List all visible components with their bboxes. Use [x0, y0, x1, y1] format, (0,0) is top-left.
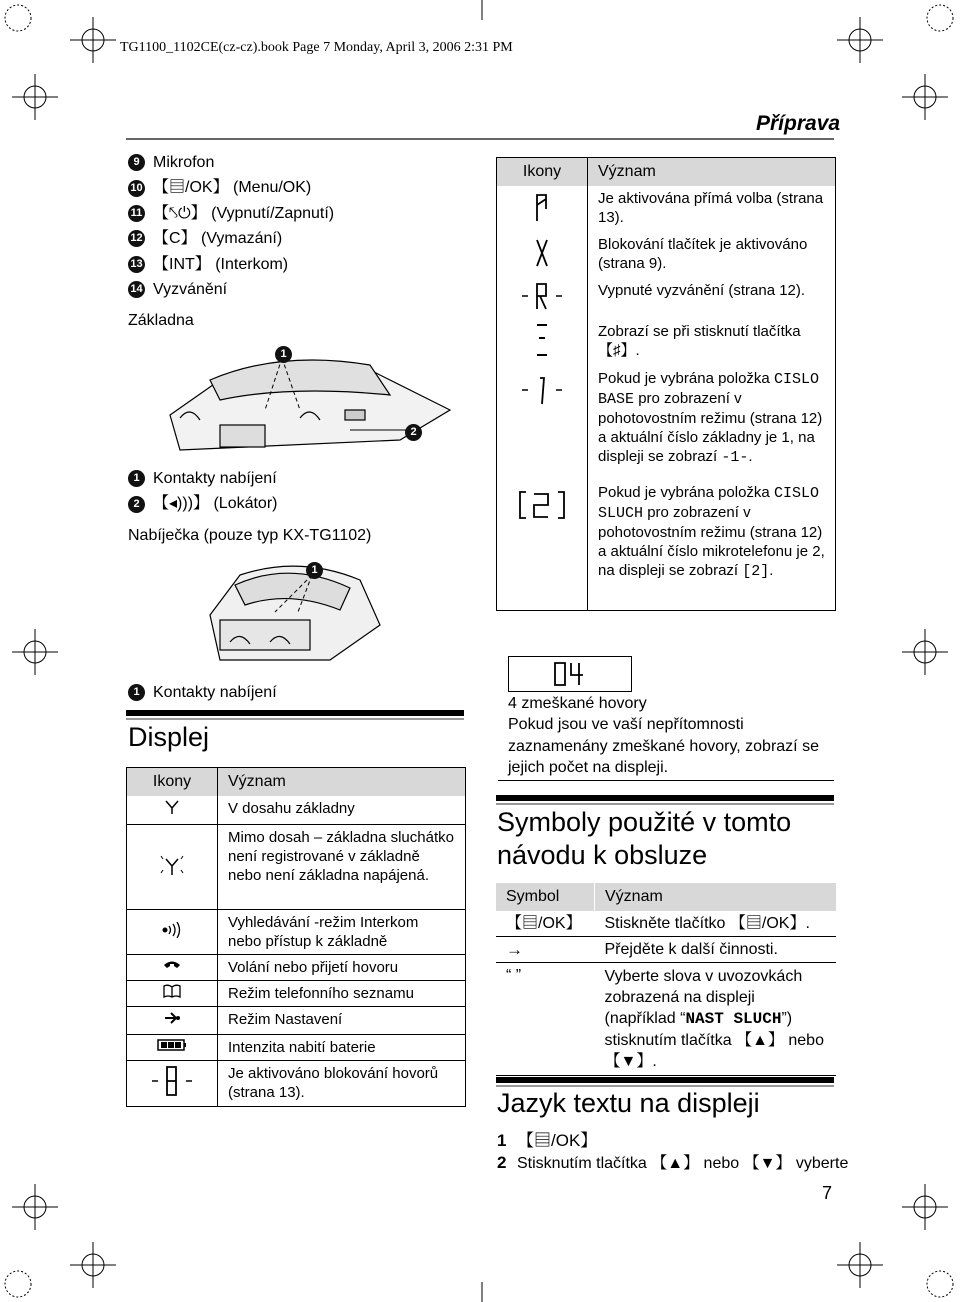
registration-mark-icon — [70, 17, 116, 63]
col-symbol: Symbol — [496, 883, 595, 911]
charger-illustration — [200, 560, 390, 675]
charger-heading: Nabíječka (pouze typ KX-TG1102) — [128, 527, 372, 544]
display-icons-table — [126, 767, 466, 1107]
col-meaning: Význam — [595, 883, 837, 911]
list-item: 11 【⤣⏻】 (Vypnutí/Zapnutí) — [128, 201, 468, 226]
display-heading: Displej — [128, 722, 210, 752]
table-row: Intenzita nabití baterie — [127, 1035, 466, 1061]
charger-parts-list — [128, 680, 428, 705]
section-title: Příprava — [756, 112, 841, 135]
registration-mark-icon — [837, 1242, 883, 1288]
table-row: “ ” Vyberte slova v uvozovkách zobrazená na displeji (například “NAST SLUCH”) stisknutím tlačítka 【▲】 nebo 【▼】. — [496, 963, 836, 1076]
list-item: 9 Mikrofon — [128, 150, 468, 175]
registration-mark-icon — [902, 629, 948, 675]
registration-mark-icon — [12, 74, 58, 120]
base-heading: Základna — [128, 312, 194, 329]
table-row: Režim Nastavení — [127, 1007, 466, 1035]
table-row: Režim telefonního seznamu — [127, 981, 466, 1007]
registration-mark-icon — [902, 74, 948, 120]
table-row: Pokud je vybrána položka CISLO SLUCH pro zobrazení v pohotovostním režimu (strana 12) a aktuální číslo mikrotelefonu je 2, na displeji se zobrazí [2]. — [497, 480, 836, 611]
base-parts-list — [128, 466, 428, 517]
table-row: Mimo dosah – základna sluchátko není registrované v základně nebo není základna napájená. — [127, 825, 466, 910]
table-row: Volání nebo přijetí hovoru — [127, 955, 466, 981]
handset-icon — [127, 955, 218, 981]
settings-icon — [127, 1007, 218, 1035]
arrow-symbol: → — [496, 937, 595, 963]
table-row: Je aktivováno blokování hovorů (strana 13). — [127, 1061, 466, 1107]
col-icons: Ikony — [127, 768, 218, 797]
menu-ok-symbol: 【▤/OK】 — [496, 911, 595, 937]
col-meaning: Význam — [218, 768, 466, 797]
hash-key-icon — [497, 319, 588, 366]
code-cislo-base: CISLO BASE — [598, 371, 819, 408]
page-number: 7 — [822, 1183, 833, 1203]
col-icons: Ikony — [497, 158, 588, 187]
base-number-icon — [497, 366, 588, 480]
intercom-icon — [127, 910, 218, 955]
callout-1-charger: 1 — [306, 562, 323, 579]
ringer-off-icon — [497, 278, 588, 319]
col-meaning: Význam — [588, 158, 836, 187]
key-lock-icon — [497, 232, 588, 278]
antenna-flash-icon — [127, 825, 218, 910]
language-heading: Jazyk textu na displeji — [497, 1088, 760, 1118]
list-item: 12 【C】 (Vymazání) — [128, 226, 468, 251]
table-row — [497, 319, 836, 366]
book-info-line: TG1100_1102CE(cz-cz).book Page 7 Monday, April 3, 2006 2:31 PM — [120, 40, 513, 55]
hash-row-text: Zobrazí se při stisknutí tlačítka 【♯】. — [598, 323, 801, 359]
phonebook-icon — [127, 981, 218, 1007]
header-rule — [126, 138, 834, 140]
battery-icon — [127, 1035, 218, 1061]
table-row: 【▤/OK】 Stiskněte tlačítko 【▤/OK】. — [496, 911, 836, 937]
language-step-1: 1 【▤/OK】 — [497, 1131, 598, 1150]
list-item: 1 Kontakty nabíjení — [128, 466, 428, 491]
table-row: V dosahu základny — [127, 796, 466, 825]
registration-mark-icon — [837, 17, 883, 63]
symbols-heading: Symboly použité v tomto návodu k obsluze — [497, 807, 792, 870]
list-item: 14 Vyzvánění — [128, 277, 468, 302]
language-step-2: 2 Stisknutím tlačítka 【▲】 nebo 【▼】 vyberte — [497, 1153, 849, 1172]
registration-mark-icon — [70, 1242, 116, 1288]
call-block-icon — [127, 1061, 218, 1107]
table-row: → Přejděte k další činnosti. — [496, 937, 836, 963]
list-item: 2 【◂)))】 (Lokátor) — [128, 491, 428, 516]
section-rule — [126, 710, 464, 716]
list-item: 13 【INT】 (Interkom) — [128, 252, 468, 277]
callout-1: 1 — [275, 346, 292, 363]
handset-number-icon — [497, 480, 588, 611]
callout-2: 2 — [405, 424, 422, 441]
table-row: Vyhledávání -režim Interkom nebo přístup k základně — [127, 910, 466, 955]
missed-calls-display — [508, 656, 632, 692]
handset-parts-list — [128, 150, 468, 302]
table-row: Je aktivována přímá volba (strana 13). — [497, 186, 836, 232]
registration-mark-icon — [12, 629, 58, 675]
list-item: 10 【▤/OK】 (Menu/OK) — [128, 175, 468, 200]
registration-mark-icon — [902, 1184, 948, 1230]
table-row: Vypnuté vyzvánění (strana 12). — [497, 278, 836, 319]
list-item: 1 Kontakty nabíjení — [128, 680, 428, 705]
symbols-table — [496, 883, 836, 1076]
direct-call-icon — [497, 186, 588, 232]
base-illustration — [160, 340, 460, 460]
antenna-icon — [127, 796, 218, 825]
missed-calls-title: 4 zmeškané hovory — [508, 695, 647, 712]
quotes-symbol: “ ” — [496, 963, 595, 1076]
missed-calls-text: Pokud jsou ve vaší nepřítomnosti zaznamenány zmeškané hovory, zobrazí se jejich počet na displeji. — [508, 716, 819, 776]
display-icons-table-cont — [496, 157, 836, 611]
registration-mark-icon — [12, 1184, 58, 1230]
table-row: Blokování tlačítek je aktivováno (strana 9). — [497, 232, 836, 278]
table-row: Pokud je vybrána položka CISLO BASE pro zobrazení v pohotovostním režimu (strana 12) a aktuální číslo základny je 1, na displeji se zobrazí -1-. — [497, 366, 836, 480]
code-cislo-sluch: CISLO SLUCH — [598, 485, 819, 522]
